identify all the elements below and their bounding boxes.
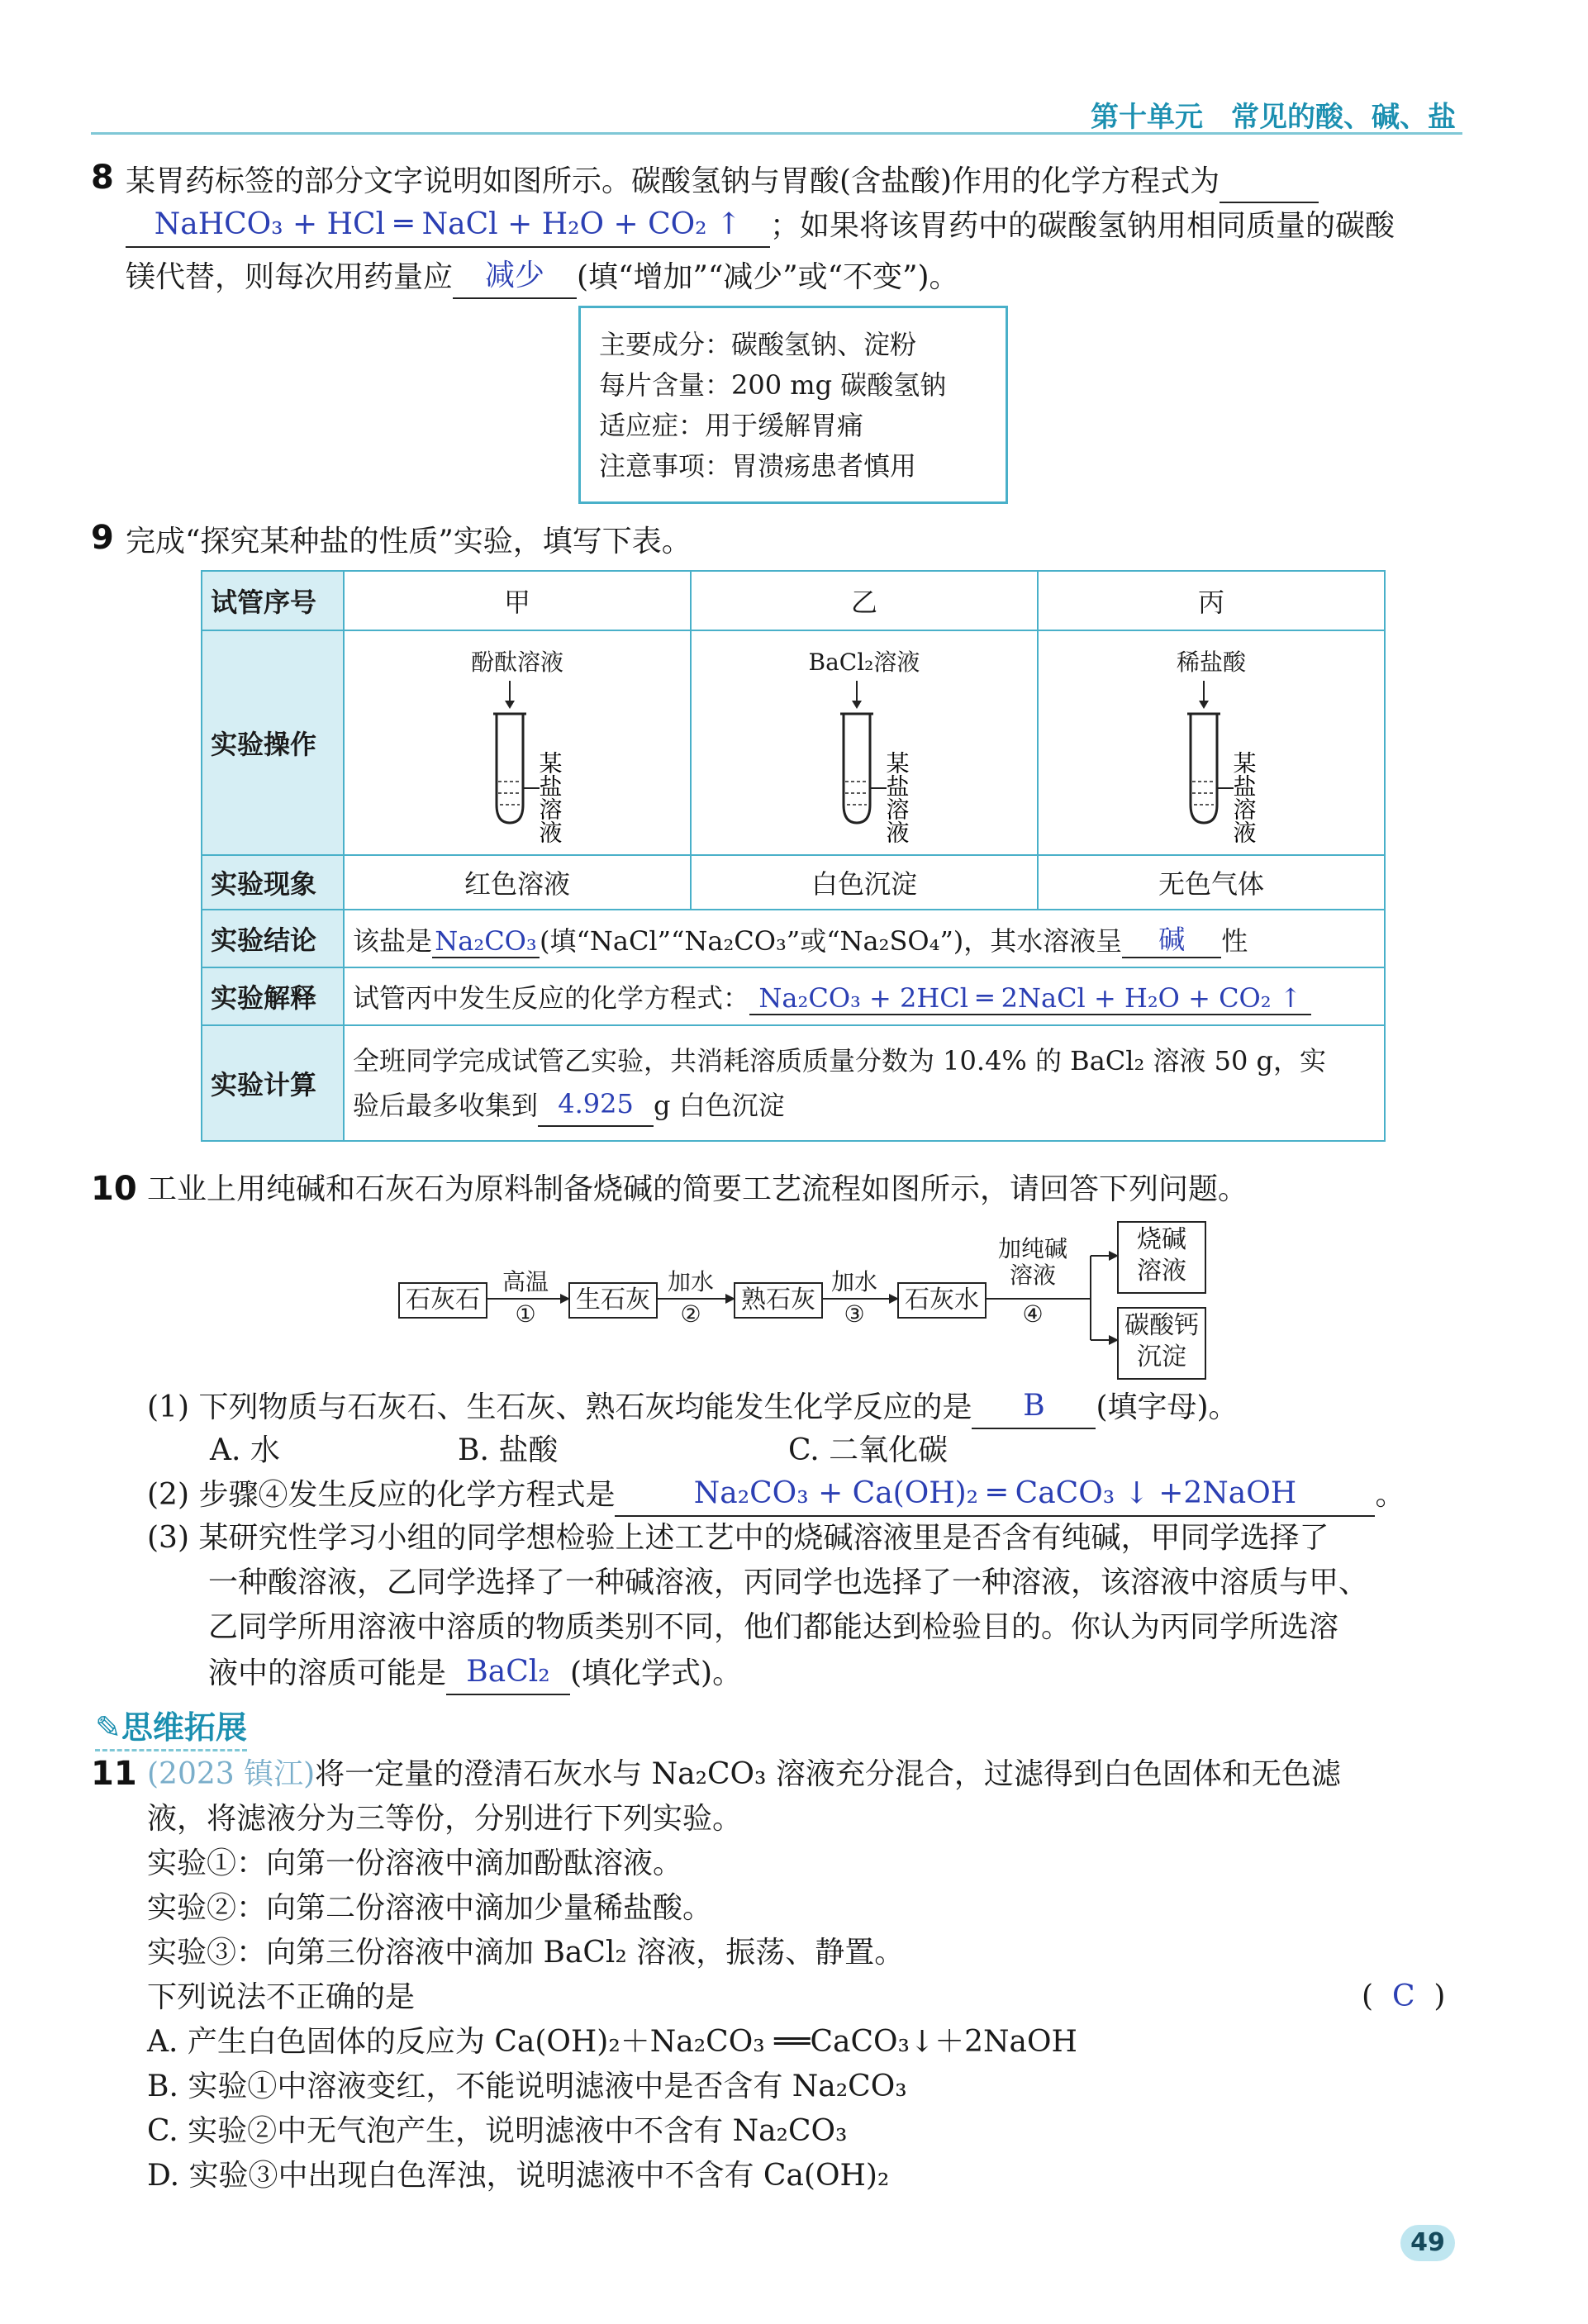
q8-line1: [126, 159, 1319, 203]
tube-text: 某盐溶液: [882, 751, 910, 844]
calculation-answer: 4.925: [538, 1082, 654, 1127]
q10-part3-text: (填化学式)。: [570, 1656, 743, 1690]
q10-part3-line1: (3) 某研究性学习小组的同学想检验上述工艺中的烧碱溶液里是否含有纯碱，甲同学选择了: [147, 1521, 1329, 1555]
pencil-icon: ✎: [95, 1709, 121, 1746]
q10-part3-line4: [208, 1651, 742, 1695]
q10-part1-text: (填字母)。: [1096, 1390, 1239, 1424]
tube-cell-bing: [1038, 630, 1385, 855]
label-line: 主要成分：碳酸氢钠、淀粉: [599, 329, 917, 360]
q10-part2-text: 。: [1375, 1478, 1405, 1512]
q11-exp2: 实验②：向第二份溶液中滴加少量稀盐酸。: [147, 1891, 713, 1925]
label-line: 适应症：用于缓解胃痛: [599, 410, 864, 441]
q10-part3-line2: 一种酸溶液，乙同学选择了一种碱溶液，丙同学也选择了一种溶液，该溶液中溶质与甲、: [208, 1566, 1369, 1599]
flow-box-slaked-lime: 熟石灰: [734, 1282, 823, 1319]
explanation-cell: [344, 967, 1385, 1025]
q11-exp1: 实验①：向第一份溶液中滴加酚酞溶液。: [147, 1846, 683, 1880]
q8-text3a: 镁代替，则每次用药量应: [126, 260, 454, 294]
q11-option-a: A. 产生白色固体的反应为 Ca(OH)₂＋Na₂CO₃ ══CaCO₃↓＋2NaOH: [147, 2025, 1077, 2059]
flow-output-label: 烧碱溶液: [1137, 1225, 1186, 1286]
tube-cell-jia: [344, 630, 691, 855]
tube-label-jia: 甲: [344, 571, 691, 630]
flow-box-limewater: 石灰水: [897, 1282, 987, 1319]
tube-cell-yi: [691, 630, 1038, 855]
reagent-label: 稀盐酸: [1176, 649, 1246, 676]
question-11-number: 11: [91, 1755, 137, 1793]
tube-text: 某盐溶液: [535, 751, 563, 844]
calculation-cell: [344, 1025, 1385, 1141]
q10-part1-answer: B: [972, 1385, 1096, 1429]
q11-line2: 液，将滤液分为三等份，分别进行下列实验。: [147, 1802, 743, 1836]
q11-option-d: D. 实验③中出现白色浑浊，说明滤液中不含有 Ca(OH)₂: [147, 2159, 890, 2193]
phenomenon-bing: 无色气体: [1038, 855, 1385, 910]
flow-step4-number: ④: [1022, 1300, 1044, 1328]
q10-part3-answer: BaCl₂: [446, 1651, 570, 1695]
explanation-text: 试管丙中发生反应的化学方程式：: [353, 982, 750, 1014]
q9-stem: 完成“探究某种盐的性质”实验，填写下表。: [126, 525, 692, 558]
q10-part1-text: (1) 下列物质与石灰石、生石灰、熟石灰均能发生化学反应的是: [147, 1390, 972, 1424]
q11-answer: C: [1391, 1979, 1415, 2013]
q11-line1: [147, 1753, 1341, 1796]
conclusion-text: 该盐是: [353, 925, 433, 957]
section-heading: [95, 1702, 247, 1751]
q10-part3-line3: 乙同学所用溶液中溶质的物质类别不同，他们都能达到检验目的。你认为丙同学所选溶: [208, 1610, 1339, 1644]
q10-part3-text: 液中的溶质可能是: [208, 1656, 447, 1690]
conclusion-salt-answer: Na₂CO₃: [432, 925, 540, 958]
label-line: 注意事项：胃溃疡患者慎用: [599, 450, 917, 482]
header-conclusion: 实验结论: [202, 910, 344, 967]
calculation-text: g 白色沉淀: [654, 1090, 785, 1121]
q11-exp3: 实验③：向第三份溶液中滴加 BaCl₂ 溶液，振荡、静置。: [147, 1936, 905, 1970]
flow-step1-number: ①: [515, 1300, 536, 1328]
flow-output-label: 碳酸钙沉淀: [1124, 1311, 1199, 1371]
flow-box-quicklime: 生石灰: [568, 1282, 658, 1319]
test-tube-icon: [692, 631, 1022, 848]
test-tube-icon: [345, 631, 675, 848]
experiment-table: [201, 570, 1386, 1142]
calculation-text: 全班同学完成试管乙实验，共消耗溶质质量分数为 10.4% 的 BaCl₂ 溶液 50 g，实: [353, 1045, 1327, 1076]
q8-text3b: (填“增加”“减少”或“不变”)。: [577, 260, 959, 294]
q8-answer-equation: NaHCO₃ + HCl ═ NaCl + H₂O + CO₂ ↑: [126, 203, 770, 248]
section-title: 思维拓展: [121, 1709, 247, 1746]
q10-option-c: C. 二氧化碳: [788, 1433, 949, 1467]
header-explanation: 实验解释: [202, 967, 344, 1025]
tube-label-yi: 乙: [691, 571, 1038, 630]
conclusion-nature-answer: 碱: [1122, 919, 1221, 958]
q10-part2-text: (2) 步骤④发生反应的化学方程式是: [147, 1478, 616, 1512]
q8-text2: ；如果将该胃药中的碳酸氢钠用相同质量的碳酸: [770, 209, 1395, 243]
calculation-text: 验后最多收集到: [353, 1090, 539, 1121]
tube-text: 某盐溶液: [1229, 751, 1258, 844]
test-tube-icon: [1039, 631, 1369, 848]
question-8-number: 8: [91, 159, 114, 197]
q10-part2: [147, 1472, 1405, 1517]
q8-answer-dosage: 减少: [453, 254, 577, 299]
q11-ask: 下列说法不正确的是: [147, 1980, 416, 2014]
q10-option-b: B. 盐酸: [458, 1433, 559, 1467]
q10-stem: 工业上用纯碱和石灰石为原料制备烧碱的简要工艺流程如图所示，请回答下列问题。: [147, 1172, 1248, 1206]
q10-part2-answer: Na₂CO₃ + Ca(OH)₂ ═ CaCO₃ ↓ +2NaOH: [615, 1472, 1375, 1517]
header-tube-number: 试管序号: [202, 571, 344, 630]
q8-line2: [126, 203, 1395, 248]
flow-step2-condition: 加水: [667, 1268, 714, 1295]
flow-step3-condition: 加水: [830, 1268, 877, 1295]
phenomenon-jia: 红色溶液: [344, 855, 691, 910]
q11-text: 将一定量的澄清石灰水与 Na₂CO₃ 溶液充分混合，过滤得到白色固体和无色滤: [315, 1757, 1341, 1791]
header-calculation: 实验计算: [202, 1025, 344, 1141]
page-header: [91, 89, 1462, 135]
medicine-label: [578, 306, 1008, 504]
page-number: 49: [1400, 2225, 1455, 2261]
q11-answer-bracket: ( C ): [1362, 1979, 1446, 2013]
explanation-answer: Na₂CO₃ + 2HCl ═ 2NaCl + H₂O + CO₂ ↑: [749, 982, 1311, 1015]
q10-part1: [147, 1385, 1239, 1429]
conclusion-text: (填“NaCl”“Na₂CO₃”或“Na₂SO₄”)，其水溶液呈: [540, 925, 1123, 957]
label-line: 每片含量：200 mg 碳酸氢钠: [599, 369, 947, 401]
q10-option-a: A. 水: [210, 1433, 280, 1467]
phenomenon-yi: 白色沉淀: [691, 855, 1038, 910]
conclusion-cell: [344, 910, 1385, 967]
header-phenomenon: 实验现象: [202, 855, 344, 910]
reagent-label: 酚酞溶液: [470, 649, 563, 676]
header-operation: 实验操作: [202, 630, 344, 855]
tube-label-bing: 丙: [1038, 571, 1385, 630]
flow-step2-number: ②: [680, 1300, 701, 1328]
flow-step4-condition: 加纯碱溶液: [997, 1235, 1067, 1289]
q11-option-b: B. 实验①中溶液变红，不能说明滤液中是否含有 Na₂CO₃: [147, 2070, 907, 2103]
q11-source: (2023 镇江): [147, 1757, 316, 1791]
unit-title: 第十单元 常见的酸、碱、盐: [1091, 101, 1456, 134]
question-9-number: 9: [91, 519, 114, 557]
q8-text1: 某胃药标签的部分文字说明如图所示。碳酸氢钠与胃酸(含盐酸)作用的化学方程式为: [126, 164, 1220, 198]
q8-line3: [126, 254, 959, 299]
q11-option-c: C. 实验②中无气泡产生，说明滤液中不含有 Na₂CO₃: [147, 2114, 848, 2148]
q8-blank-tail: [1220, 159, 1319, 203]
flow-step1-condition: 高温: [502, 1268, 549, 1295]
question-10-number: 10: [91, 1170, 137, 1208]
flow-arrows: [0, 1214, 1588, 1380]
flow-box-limestone: 石灰石: [398, 1282, 487, 1319]
flow-step3-number: ③: [844, 1300, 865, 1328]
conclusion-text: 性: [1221, 925, 1248, 957]
reagent-label: BaCl₂溶液: [808, 649, 920, 676]
